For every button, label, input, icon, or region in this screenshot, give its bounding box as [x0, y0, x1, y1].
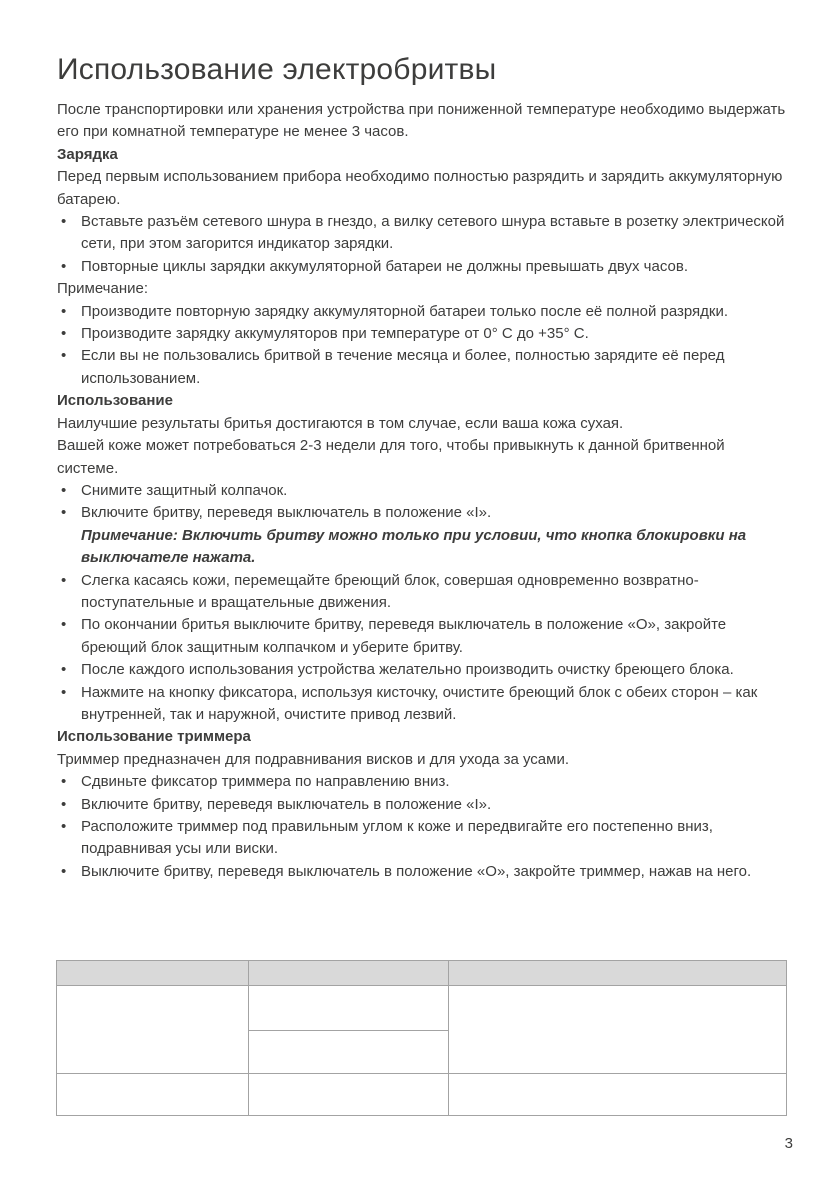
table-cell [57, 986, 249, 1074]
table-row [57, 986, 787, 1031]
bullet-marker: • [61, 571, 67, 589]
table-header-cell [57, 961, 249, 986]
note-paragraph: Примечание: Включить бритву можно только при условии, что кнопка блокировки на выключателе нажата. [81, 526, 747, 567]
bullet-item [57, 861, 786, 883]
paragraph: Вашей коже может потребоваться 2-3 недели для того, чтобы привыкнуть к данной бритвенной системе. [57, 437, 725, 477]
bullet-marker: • [61, 213, 67, 231]
bullet-marker: • [61, 257, 67, 275]
paragraph: Наилучшие результаты бритья достигаются в том случае, если ваша кожа сухая. [57, 414, 624, 432]
paragraph: После транспортировки или хранения устройства при пониженной температуре необходимо выдержать его при комнатной температуре не менее 3 часов. [57, 101, 786, 141]
section-heading: Зарядка [57, 145, 118, 163]
bullet-text: Производите зарядку аккумуляторов при температуре от 0° С до +35° С. [81, 325, 589, 343]
table-header-cell [249, 961, 449, 986]
bullet-item [57, 345, 786, 390]
bullet-marker: • [61, 683, 67, 701]
bullet-item [57, 323, 786, 345]
table-row [57, 1074, 787, 1116]
bullet-item [57, 794, 786, 816]
table-header-cell [449, 961, 787, 986]
section-heading: Использование триммера [57, 728, 251, 746]
bullet-item [57, 682, 786, 727]
bullet-marker: • [61, 616, 67, 634]
paragraph: Примечание: [57, 280, 148, 298]
bullet-item [57, 570, 786, 615]
bullet-text: Если вы не пользовались бритвой в течение месяца и более, полностью зарядите её перед использованием. [81, 347, 725, 387]
bullet-text: Включите бритву, переведя выключатель в положение «I». [81, 795, 492, 813]
section-heading: Использование [57, 392, 173, 410]
bullet-item [57, 816, 786, 861]
bullet-text: После каждого использования устройства желательно производить очистку бреющего блока. [81, 661, 734, 679]
table-cell [249, 986, 449, 1031]
bullet-marker: • [61, 661, 67, 679]
bullet-text: Выключите бритву, переведя выключатель в положение «О», закройте триммер, нажав на него. [81, 862, 752, 880]
bullet-text: Расположите триммер под правильным углом к коже и передвигайте его постепенно вниз, подравнивая усы или виски. [81, 818, 713, 858]
bullet-marker: • [61, 795, 67, 813]
bullet-text: По окончании бритья выключите бритву, переведя выключатель в положение «О», закройте бреющий блок защитным колпачком и уберите бритву. [81, 616, 727, 656]
document-blocks [57, 99, 786, 883]
bullet-marker: • [61, 347, 67, 365]
table-cell [249, 1074, 449, 1116]
table-cell [449, 1074, 787, 1116]
bullet-marker: • [61, 302, 67, 320]
page-number: 3 [784, 1135, 793, 1152]
bullet-item [57, 771, 786, 793]
bullet-item [57, 211, 786, 256]
bullet-item [57, 301, 786, 323]
bullet-text: Включите бритву, переведя выключатель в положение «I». [81, 504, 492, 522]
bullet-text: Производите повторную зарядку аккумуляторной батареи только после её полной разрядки. [81, 302, 729, 320]
bullet-text: Снимите защитный колпачок. [81, 481, 288, 499]
bullet-text: Слегка касаясь кожи, перемещайте бреющий блок, совершая одновременно возвратно-поступательные и вращательные движения. [81, 571, 699, 611]
table-cell [57, 1074, 249, 1116]
document-content [57, 50, 786, 883]
table-header-row [57, 961, 787, 986]
page-title: Использование электробритвы [57, 53, 497, 86]
bullet-item [57, 480, 786, 502]
bullet-text: Сдвиньте фиксатор триммера по направлению вниз. [81, 773, 450, 791]
table-cell [449, 986, 787, 1074]
bullet-text: Нажмите на кнопку фиксатора, используя кисточку, очистите бреющий блок с обеих сторон – как внутренней, так и наружной, очистите привод лезвий. [81, 683, 758, 723]
data-table [56, 960, 787, 1116]
bullet-marker: • [61, 862, 67, 880]
bullet-marker: • [61, 504, 67, 522]
bullet-text: Повторные циклы зарядки аккумуляторной батареи не должны превышать двух часов. [81, 257, 688, 275]
bullet-item [57, 256, 786, 278]
table-cell [249, 1031, 449, 1074]
bullet-item [57, 659, 786, 681]
bullet-marker: • [61, 481, 67, 499]
bullet-text: Вставьте разъём сетевого шнура в гнездо, а вилку сетевого шнура вставьте в розетку электрической сети, при этом загорится индикатор зарядки. [81, 213, 785, 253]
bullet-item [57, 614, 786, 659]
bullet-marker: • [61, 818, 67, 835]
bullet-marker: • [61, 325, 67, 343]
paragraph: Перед первым использованием прибора необходимо полностью разрядить и зарядить аккумуляторную батарею. [57, 168, 783, 208]
bullet-item [57, 502, 786, 524]
bullet-marker: • [61, 773, 67, 791]
paragraph: Триммер предназначен для подравнивания висков и для ухода за усами. [57, 750, 570, 768]
